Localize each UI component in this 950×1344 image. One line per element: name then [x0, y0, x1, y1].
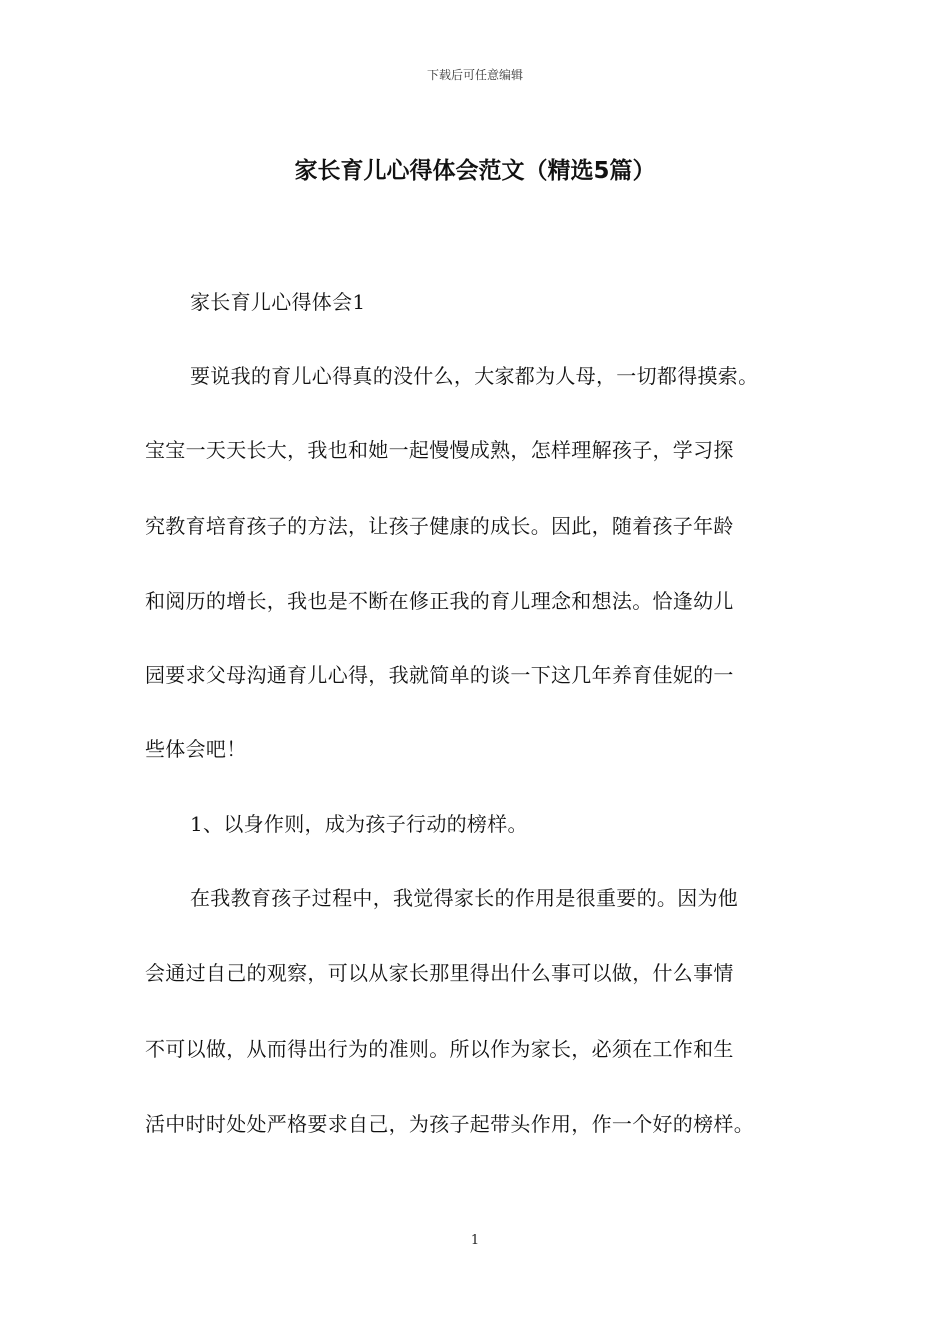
paragraph-line: 究教育培育孩子的方法，让孩子健康的成长。因此，随着孩子年龄 [145, 514, 734, 538]
paragraph-line: 和阅历的增长，我也是不断在修正我的育儿理念和想法。恰逢幼儿 [145, 589, 734, 613]
paragraph-line: 在我教育孩子过程中，我觉得家长的作用是很重要的。因为他 [190, 886, 739, 910]
paragraph-line: 些体会吧！ [145, 737, 247, 761]
header-note: 下载后可任意编辑 [426, 68, 523, 82]
paragraph-line: 会通过自己的观察，可以从家长那里得出什么事可以做，什么事情 [145, 961, 734, 985]
paragraph-line: 活中时时处处严格要求自己，为孩子起带头作用，作一个好的榜样。 [145, 1112, 754, 1136]
point-1-heading: 1、以身作则，成为孩子行动的榜样。 [190, 812, 528, 836]
paragraph-line: 宝宝一天天长大，我也和她一起慢慢成熟，怎样理解孩子，学习探 [145, 438, 734, 462]
paragraph-line: 要说我的育儿心得真的没什么，大家都为人母，一切都得摸索。 [190, 364, 759, 388]
paragraph-line: 园要求父母沟通育儿心得，我就简单的谈一下这几年养育佳妮的一 [145, 663, 734, 687]
section-heading: 家长育儿心得体会1 [190, 290, 366, 314]
document-title: 家长育儿心得体会范文（精选5篇） [294, 158, 656, 184]
paragraph-line: 不可以做，从而得出行为的准则。所以作为家长，必须在工作和生 [145, 1037, 734, 1061]
page-number: 1 [470, 1233, 480, 1248]
